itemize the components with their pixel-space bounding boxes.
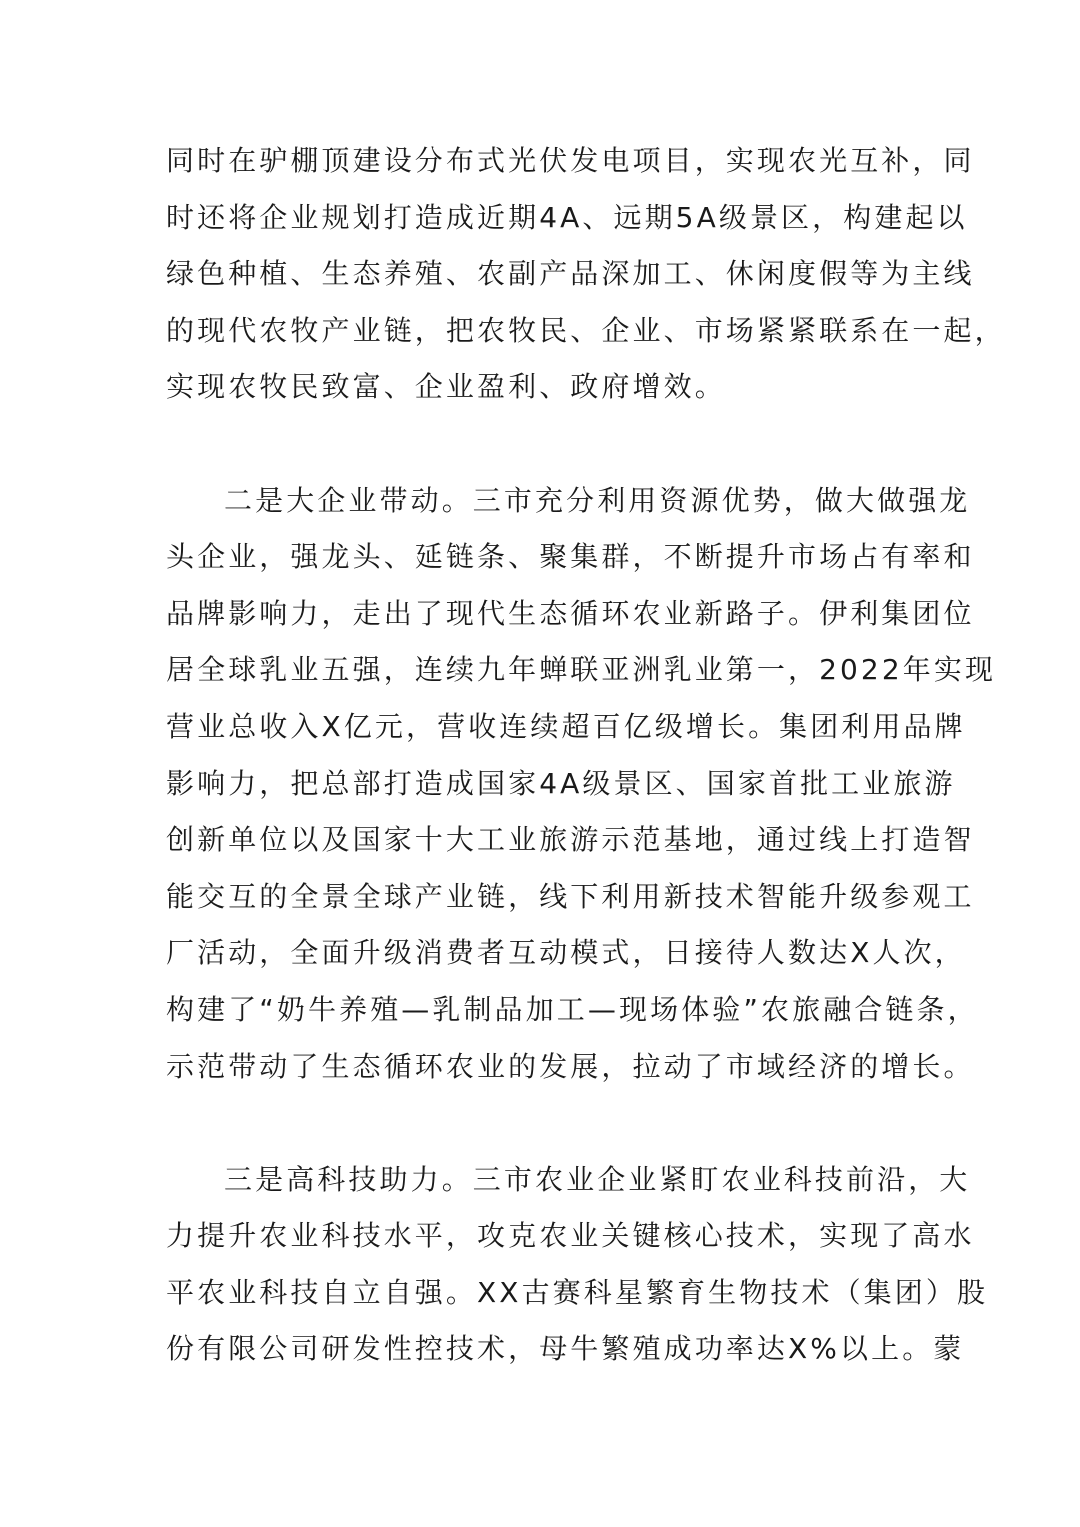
text-line: 品牌影响力，走出了现代生态循环农业新路子。伊利集团位 — [166, 596, 975, 630]
text-line: 头企业，强龙头、延链条、聚集群，不断提升市场占有率和 — [166, 540, 975, 574]
text-line: 示范带动了生态循环农业的发展，拉动了市域经济的增长。 — [166, 1049, 975, 1083]
text-line: 力提升农业科技水平，攻克农业关键核心技术，实现了高水 — [166, 1219, 975, 1253]
text-line: 时还将企业规划打造成近期4A、远期5A级景区，构建起以 — [166, 200, 968, 234]
text-line: 创新单位以及国家十大工业旅游示范基地，通过线上打造智 — [166, 823, 975, 857]
text-line: 厂活动，全面升级消费者互动模式，日接待人数达X人次， — [166, 936, 966, 970]
paragraph-3 — [166, 1152, 971, 1209]
text-line: 构建了“奶牛养殖—乳制品加工—现场体验”农旅融合链条， — [166, 992, 979, 1026]
text-line: 绿色种植、生态养殖、农副产品深加工、休闲度假等为主线 — [166, 257, 975, 291]
paragraph-2 — [166, 473, 971, 530]
text-line: 同时在驴棚顶建设分布式光伏发电项目，实现农光互补，同 — [166, 144, 975, 177]
paragraph-gap — [166, 1095, 918, 1152]
text-line: 居全球乳业五强，连续九年蝉联亚洲乳业第一，2022年实现 — [166, 653, 997, 687]
text-line: 二是大企业带动。三市充分利用资源优势，做大做强龙 — [224, 483, 971, 517]
text-line: 平农业科技自立自强。XX古赛科星繁育生物技术（集团）股 — [166, 1275, 989, 1309]
text-line: 能交互的全景全球产业链，线下利用新技术智能升级参观工 — [166, 879, 975, 913]
text-line: 营业总收入X亿元，营收连续超百亿级增长。集团利用品牌 — [166, 709, 966, 743]
text-line: 影响力，把总部打造成国家4A级景区、国家首批工业旅游 — [166, 766, 956, 800]
paragraph-gap — [166, 416, 918, 473]
text-line: 三是高科技助力。三市农业企业紧盯农业科技前沿，大 — [224, 1162, 971, 1196]
text-line: 份有限公司研发性控技术，母牛繁殖成功率达X%以上。蒙 — [166, 1332, 965, 1366]
text-line: 的现代农牧产业链，把农牧民、企业、市场紧紧联系在一起， — [166, 313, 1006, 347]
paragraph-3-body — [166, 1208, 989, 1378]
text-line: 实现农牧民致富、企业盈利、政府增效。 — [166, 370, 726, 404]
paragraph-2-body — [166, 529, 997, 1095]
paragraph-1 — [166, 133, 1006, 416]
document-body — [166, 133, 1006, 1378]
